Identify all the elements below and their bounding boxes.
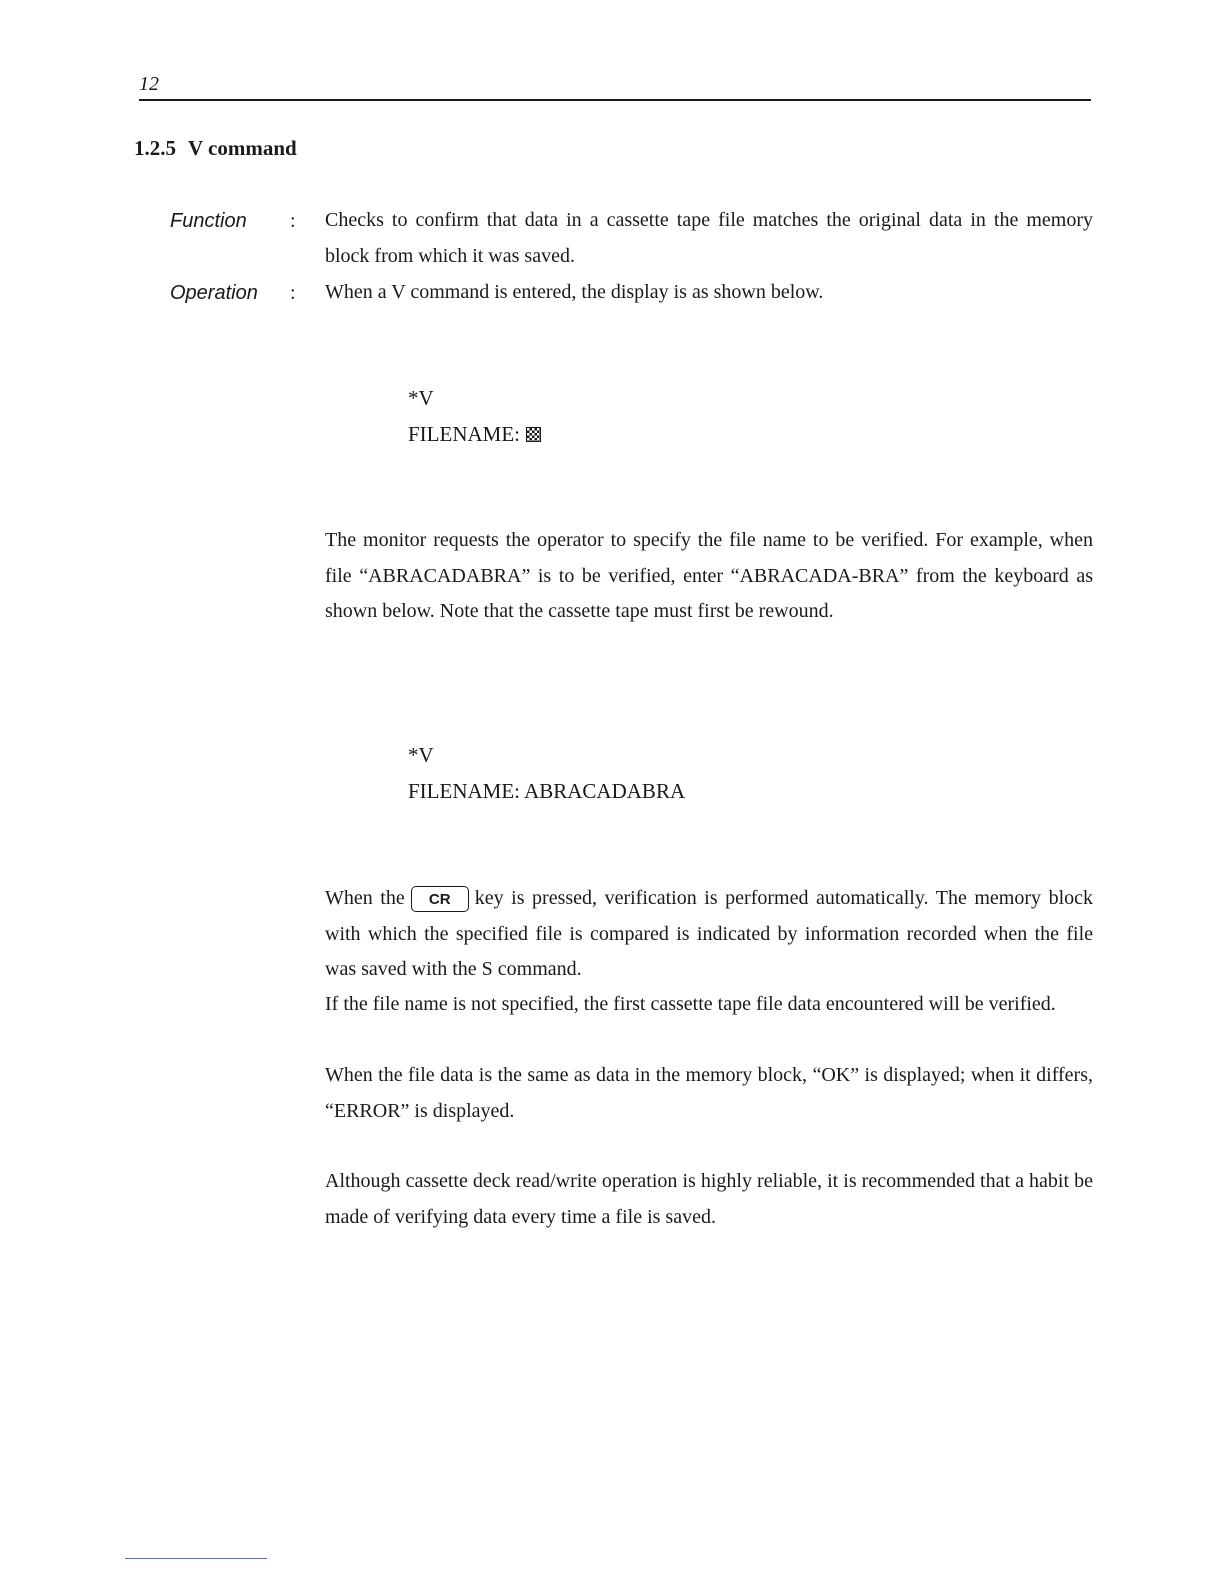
display-1-command: *V	[408, 386, 434, 410]
page-number: 12	[139, 73, 159, 95]
checkered-block-cursor-icon	[526, 427, 541, 442]
operation-label: Operation	[170, 282, 258, 304]
paragraph-request: The monitor requests the operator to specify the file name to be verified. For example, when file “ABRACADABRA” is to be verified, enter “ABRACADA-BRA” from the keyboard as shown below. Note that the cassette tape must first be rewound.	[325, 529, 1093, 622]
cr-key-icon: CR	[411, 886, 469, 912]
display-1-filename-label: FILENAME:	[408, 422, 520, 446]
footnote-rule	[125, 1558, 267, 1559]
display-1-filename-prompt	[408, 420, 541, 448]
paragraph-result: When the file data is the same as data in the memory block, “OK” is displayed; when it differs, “ERROR” is displayed.	[325, 1064, 1093, 1122]
paragraph-cr-before: When the	[325, 887, 405, 909]
function-label: Function	[170, 210, 247, 232]
section-number: 1.2.5	[134, 136, 176, 160]
display-2-filename: FILENAME: ABRACADABRA	[408, 779, 686, 803]
paragraph-recommend: Although cassette deck read/write operation is highly reliable, it is recommended that a habit be made of verifying data every time a file is saved.	[325, 1170, 1093, 1228]
display-2-command: *V	[408, 743, 434, 767]
function-text: Checks to confirm that data in a cassette tape file matches the original data in the memory block from which it was saved.	[325, 209, 1093, 267]
section-title: V command	[188, 136, 297, 160]
paragraph-cr-after: key is pressed, verification is performed automatically. The memory block with which the specified file is compared is indicated by information recorded when the file was saved with the S command.	[325, 887, 1093, 980]
paragraph-no-name: If the file name is not specified, the first cassette tape file data encountered will be verified.	[325, 993, 1056, 1015]
function-colon: :	[290, 210, 296, 232]
operation-text: When a V command is entered, the display is as shown below.	[325, 281, 824, 303]
section-heading	[134, 134, 297, 162]
operation-colon: :	[290, 282, 296, 304]
paragraph-cr-key	[325, 881, 1093, 988]
header-rule	[139, 99, 1091, 101]
